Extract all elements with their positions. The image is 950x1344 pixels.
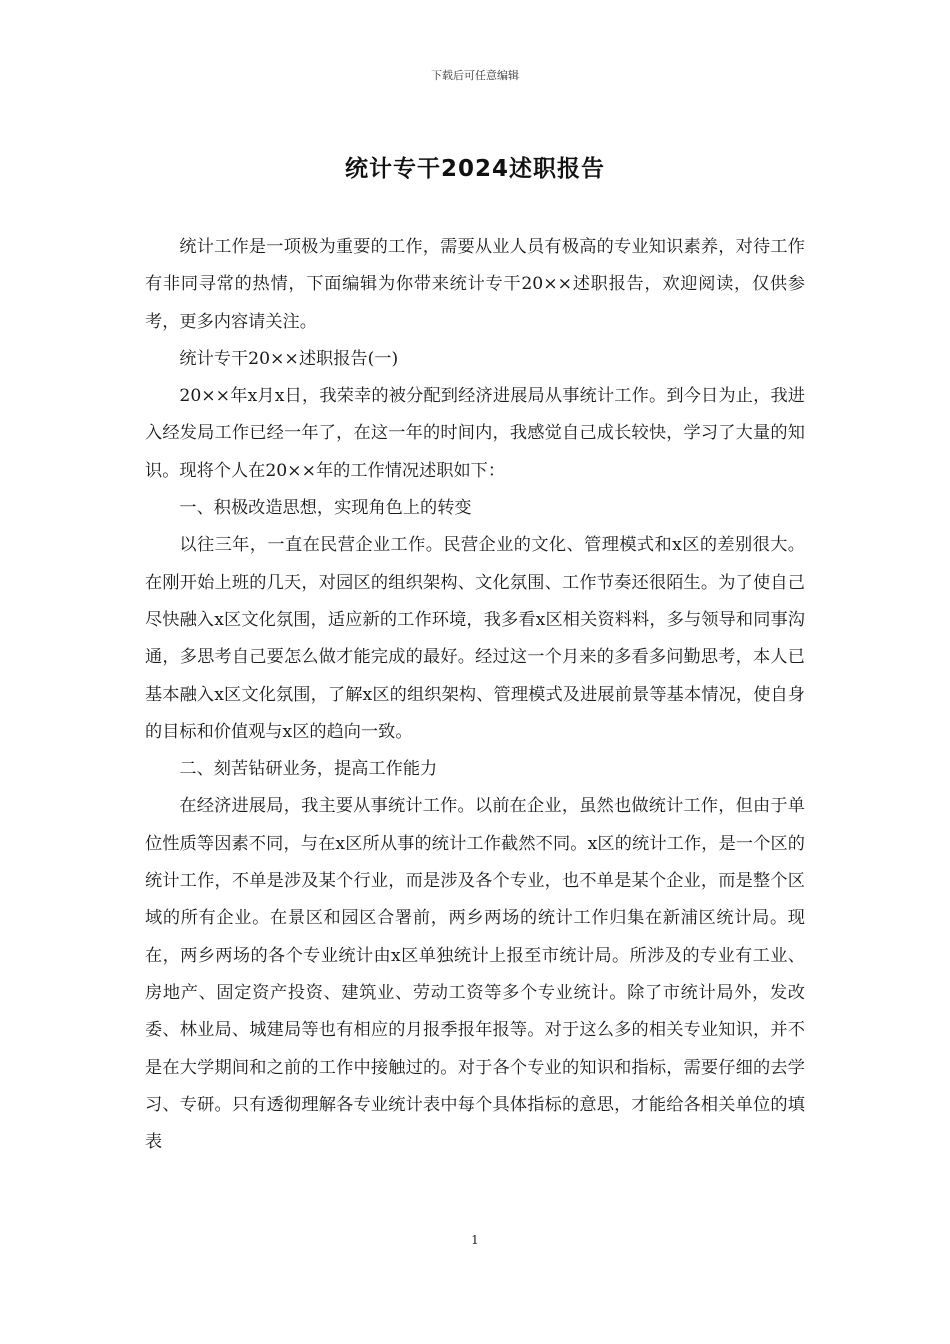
page-number: 1 (471, 1233, 479, 1247)
document-title: 统计专干2024述职报告 (344, 156, 605, 182)
download-note: 下载后可任意编辑 (431, 69, 519, 82)
opening-paragraph: 20××年x月x日，我荣幸的被分配到经济进展局从事统计工作。到今日为止，我进入经发局工作已经一年了，在这一年的时间内，我感觉自己成长较快，学习了大量的知识。现将个人在20××年的工作情况述职如下： (145, 386, 805, 481)
section-2-paragraph: 在经济进展局，我主要从事统计工作。以前在企业，虽然也做统计工作，但由于单位性质等因素不同，与在x区所从事的统计工作截然不同。x区的统计工作，是一个区的统计工作，不单是涉及某个行业，而是涉及各个专业，也不单是某个企业，而是整个区域的所有企业。在景区和园区合署前，两乡两场的统计工作归集在新浦区统计局。现在，两乡两场的各个专业统计由x区单独统计上报至市统计局。所涉及的专业有工业、房地产、固定资产投资、建筑业、劳动工资等多个专业统计。除了市统计局外，发改委、林业局、城建局等也有相应的月报季报年报等。对于这么多的相关专业知识，并不是在大学期间和之前的工作中接触过的。对于各个专业的知识和指标，需要仔细的去学习、专研。只有透彻理解各专业统计表中每个具体指标的意思，才能给各相关单位的填表 (145, 796, 805, 1153)
section-1-paragraph: 以往三年，一直在民营企业工作。民营企业的文化、管理模式和x区的差别很大。在刚开始上班的几天，对园区的组织架构、文化氛围、工作节奏还很陌生。为了使自己尽快融入x区文化氛围，适应新的工作环境，我多看x区相关资料料，多与领导和同事沟通，多思考自己要怎么做才能完成的最好。经过这一个月来的多看多问勤思考，本人已基本融入x区文化氛围，了解x区的组织架构、管理模式及进展前景等基本情况，使自身的目标和价值观与x区的趋向一致。 (145, 535, 805, 742)
report-subtitle: 统计专干20××述职报告(一) (179, 348, 399, 369)
document-body (145, 229, 805, 1161)
intro-paragraph: 统计工作是一项极为重要的工作，需要从业人员有极高的专业知识素养，对待工作有非同寻常的热情，下面编辑为你带来统计专干20××述职报告，欢迎阅读，仅供参考，更多内容请关注。 (145, 237, 805, 332)
section-heading-1: 一、积极改造思想，实现角色上的转变 (179, 498, 472, 519)
section-heading-2: 二、刻苦钻研业务，提高工作能力 (179, 759, 438, 780)
